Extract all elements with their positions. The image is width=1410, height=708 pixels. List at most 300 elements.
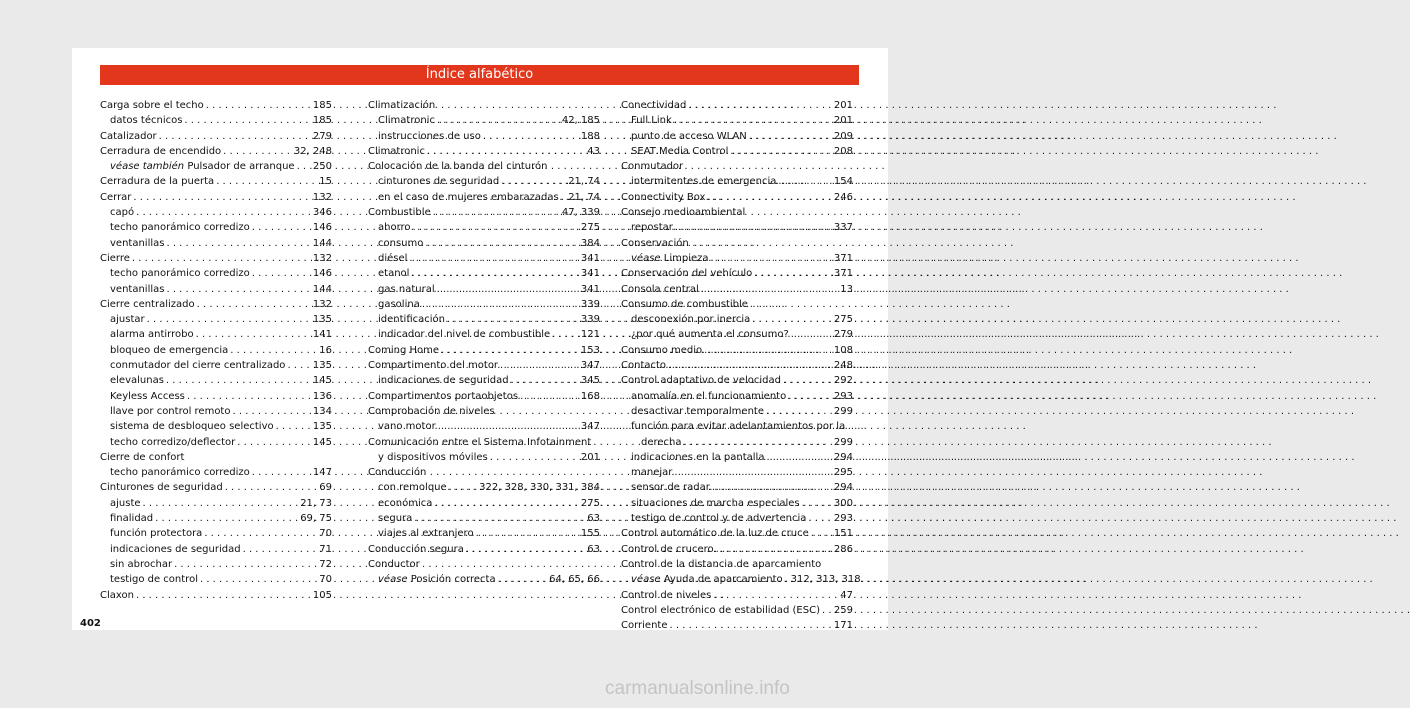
index-entry [621, 358, 853, 373]
index-entry [621, 251, 853, 266]
index-entry [368, 113, 600, 128]
dot-leader [447, 312, 579, 327]
dot-leader [136, 588, 311, 603]
index-term: intermitentes de emergencia [631, 176, 777, 188]
index-term: indicaciones de seguridad [378, 375, 509, 387]
index-entry [100, 159, 332, 174]
index-entry-page: 108 [833, 344, 853, 356]
index-entry [368, 572, 600, 587]
dot-leader [783, 373, 832, 388]
dot-leader [174, 557, 317, 572]
index-entry-page: 132 [312, 252, 332, 264]
index-entry-label [368, 389, 518, 404]
index-entry [621, 603, 853, 618]
index-term: Cerradura de encendido [100, 145, 222, 157]
index-term: SEAT Media Control [631, 145, 729, 157]
index-entry [368, 220, 600, 235]
index-term: ventanillas [110, 237, 165, 249]
index-term: Cierre centralizado [100, 298, 195, 310]
index-entry-label [368, 358, 498, 373]
index-entry-label [631, 511, 806, 526]
index-entry-label [110, 205, 134, 220]
dot-leader [822, 603, 832, 618]
index-entry-label [110, 327, 194, 342]
index-entry-label [378, 251, 407, 266]
dot-leader [520, 389, 579, 404]
index-entry-label [110, 542, 241, 557]
dot-leader [476, 526, 579, 541]
index-term: Control automático de la luz de cruce [621, 528, 809, 540]
index-entry-page: 47, 339 [561, 207, 600, 219]
dot-leader [670, 618, 832, 633]
dot-leader [441, 343, 579, 358]
index-entry-label [100, 129, 157, 144]
index-term: desactivar temporalmente [631, 405, 764, 417]
index-term: punto de acceso WLAN [631, 130, 747, 142]
index-entry [621, 572, 861, 587]
index-entry-label [110, 343, 228, 358]
index-entry [368, 496, 600, 511]
index-entry [368, 358, 600, 373]
index-entry-label [378, 526, 474, 541]
index-term: con remolque [378, 482, 447, 494]
index-entry [368, 251, 600, 266]
index-entry-page: 299 [833, 436, 853, 448]
index-entry-label [110, 159, 295, 174]
index-entry-page: 248 [833, 360, 853, 372]
index-entry-label [621, 542, 714, 557]
index-entry [100, 343, 332, 358]
dot-leader [414, 511, 585, 526]
index-entry [100, 174, 332, 189]
index-entry-page: 15 [319, 176, 332, 188]
index-entry [368, 312, 600, 327]
index-entry-label [378, 129, 481, 144]
index-entry-label [100, 251, 130, 266]
index-term: Consola central [621, 283, 699, 295]
dot-leader [711, 251, 832, 266]
dot-leader [501, 174, 566, 189]
index-entry-page: 69, 75 [300, 513, 332, 525]
index-term: función protectora [110, 528, 203, 540]
index-entry [368, 282, 600, 297]
index-entry-page: 208 [833, 145, 853, 157]
index-term: gas natural [378, 283, 435, 295]
dot-leader [552, 327, 579, 342]
dot-leader [200, 572, 317, 587]
index-entry [100, 98, 332, 113]
index-entry-label [641, 435, 682, 450]
index-entry-page: 347 [580, 360, 600, 372]
dot-leader [668, 358, 832, 373]
dot-leader [437, 113, 560, 128]
index-entry-page: 63 [587, 513, 600, 525]
index-entry-label [378, 572, 496, 587]
index-term: Coming Home [368, 344, 440, 356]
index-entry [621, 312, 853, 327]
index-term: Contacto [621, 360, 667, 372]
index-term: manejar [631, 467, 673, 479]
index-term: ahorro [378, 222, 411, 234]
index-entry [100, 419, 332, 434]
index-term: llave por control remoto [110, 405, 231, 417]
index-entry-label [631, 404, 764, 419]
dot-leader [411, 266, 578, 281]
index-term: Conservación del vehículo [621, 268, 753, 280]
index-heading: función para evitar adelantamientos por la [631, 421, 846, 433]
index-entry-page: 339 [580, 314, 600, 326]
index-entry-page: 294 [833, 482, 853, 494]
index-entry [621, 542, 853, 557]
index-entry-page: 188 [580, 130, 600, 142]
index-term: Climatronic [378, 115, 435, 127]
index-entry-label [621, 343, 702, 358]
index-entry-label [631, 312, 750, 327]
index-entry [100, 282, 332, 297]
index-entry [100, 113, 332, 128]
dot-leader [166, 282, 310, 297]
index-entry-label [631, 465, 672, 480]
index-entry [621, 450, 853, 465]
index-entry-label [110, 358, 285, 373]
index-entry [621, 190, 853, 205]
index-entry [368, 389, 600, 404]
index-term: y dispositivos móviles [378, 451, 488, 463]
index-entry-label [378, 190, 559, 205]
index-column-3 [621, 98, 861, 633]
index-entry-page: 16 [319, 344, 332, 356]
index-entry-label [621, 603, 820, 618]
index-entry [368, 327, 600, 342]
index-entry-label [378, 113, 435, 128]
dot-leader [155, 511, 298, 526]
index-entry-label [110, 266, 250, 281]
index-heading: Comunicación entre el Sistema Infotainment [368, 436, 592, 448]
index-entry [368, 480, 600, 495]
index-entry-label [100, 297, 195, 312]
dot-leader [778, 174, 831, 189]
index-entry-page: 32, 248 [293, 145, 332, 157]
index-term: elevalunas [110, 375, 164, 387]
index-term: capó [110, 207, 135, 219]
dot-leader [712, 480, 832, 495]
index-entry [100, 404, 332, 419]
index-entry-label [621, 618, 668, 633]
dot-leader [684, 435, 832, 450]
index-entry [100, 511, 332, 526]
index-entry [100, 526, 332, 541]
index-term: finalidad [110, 513, 154, 525]
index-entry-label [621, 373, 781, 388]
index-entry-page: 275 [580, 222, 600, 234]
index-entry [621, 327, 853, 342]
index-term: ventanillas [110, 283, 165, 295]
index-entry-page: 300 [833, 497, 853, 509]
index-entry-label [100, 98, 204, 113]
index-entry-label [110, 496, 141, 511]
index-term: vano motor [378, 421, 436, 433]
index-term: Control de crucero [621, 543, 714, 555]
index-heading: Climatización [368, 100, 436, 111]
dot-leader [204, 526, 317, 541]
index-entry-page: 345 [580, 375, 600, 387]
index-entry [368, 144, 600, 159]
index-entry-page: 72 [319, 558, 332, 570]
dot-leader [237, 435, 311, 450]
index-term: Carga sobre el techo [100, 100, 204, 111]
index-term: Pulsador de arranque [187, 161, 295, 173]
index-term: Control adaptativo de velocidad [621, 375, 781, 387]
dot-leader [754, 266, 832, 281]
index-entry-page: 371 [833, 268, 853, 280]
dot-leader [688, 98, 832, 113]
index-entry-page: 147 [312, 467, 332, 479]
index-term: derecha [641, 436, 682, 448]
dot-leader [449, 480, 477, 495]
index-entry-label [110, 557, 172, 572]
dot-leader [252, 465, 311, 480]
index-entry-page: 209 [833, 130, 853, 142]
index-entry-page: 136 [312, 390, 332, 402]
dot-leader [187, 389, 311, 404]
index-entry-page: 121 [580, 329, 600, 341]
dot-leader [409, 251, 578, 266]
dot-leader [136, 205, 311, 220]
see-also-prefix: véase [631, 252, 661, 264]
index-term: Catalizador [100, 130, 157, 142]
dot-leader [143, 496, 299, 511]
index-entry [621, 435, 853, 450]
index-entry [368, 129, 600, 144]
index-term: Ayuda de aparcamiento [663, 574, 783, 586]
index-entry-page: 185 [312, 115, 332, 127]
index-column-1 [100, 98, 332, 603]
index-entry [368, 174, 600, 189]
index-entry [100, 266, 332, 281]
index-entry-label [631, 251, 709, 266]
index-term: techo panorámico corredizo [110, 467, 250, 479]
index-entry [100, 542, 332, 557]
index-entry-label [378, 266, 409, 281]
index-entry-page: 153 [580, 344, 600, 356]
dot-leader [437, 282, 579, 297]
dot-leader [413, 220, 579, 235]
index-entry-page: 21, 73 [300, 497, 332, 509]
index-entry [100, 297, 332, 312]
index-entry [368, 511, 600, 526]
index-entry [100, 588, 332, 603]
index-entry-label [378, 236, 423, 251]
index-entry-page: 13 [840, 283, 853, 295]
index-heading: Control de la distancia de aparcamiento [621, 558, 822, 570]
index-entry [100, 572, 332, 587]
index-entry-page: 105 [312, 589, 332, 601]
dot-leader [438, 419, 579, 434]
index-heading: Conductor [368, 558, 420, 570]
index-term: Cierre [100, 252, 130, 264]
dot-leader [132, 251, 311, 266]
index-entry-page: 384 [580, 237, 600, 249]
index-entry-page: 141 [312, 329, 332, 341]
dot-leader [749, 129, 832, 144]
index-entry-page: 70 [319, 528, 332, 540]
index-entry-page: 259 [833, 604, 853, 616]
index-entry-label [631, 450, 764, 465]
index-entry [100, 205, 332, 220]
index-entry [621, 343, 853, 358]
index-entry-page: 144 [312, 283, 332, 295]
index-term: Claxon [100, 589, 134, 601]
index-entry-label [631, 389, 786, 404]
dot-leader [483, 129, 579, 144]
index-entry-label [378, 297, 420, 312]
index-entry-page: 21, 74 [568, 191, 600, 203]
dot-leader [197, 297, 311, 312]
index-entry-label [368, 205, 431, 220]
index-entry-page: 279 [312, 130, 332, 142]
index-entry-page: 168 [580, 390, 600, 402]
dot-leader [808, 511, 832, 526]
dot-leader [704, 343, 832, 358]
index-entry-label [621, 266, 752, 281]
index-entry-page: 250 [312, 161, 332, 173]
index-entry-page: 279 [833, 329, 853, 341]
index-entry [100, 389, 332, 404]
index-term: ¿por qué aumenta el consumo? [631, 329, 789, 341]
index-entry-page: 275 [833, 314, 853, 326]
index-entry-label [110, 236, 164, 251]
dot-leader [730, 144, 832, 159]
index-entry-page: 43 [587, 145, 600, 157]
dot-leader [166, 236, 310, 251]
index-term: Climatronic [368, 145, 425, 157]
index-term: etanol [378, 268, 410, 280]
dot-leader [133, 190, 310, 205]
dot-leader [766, 404, 832, 419]
dot-leader [287, 358, 310, 373]
index-heading: Comprobación de niveles [368, 405, 495, 417]
watermark: carmanualsonline.info [605, 678, 790, 699]
index-entry-label [631, 480, 710, 495]
dot-leader [297, 159, 311, 174]
index-entry-page: 135 [312, 421, 332, 433]
index-entry [621, 266, 853, 281]
dot-leader [230, 343, 317, 358]
index-term: cinturones de seguridad [378, 176, 500, 188]
index-entry [100, 480, 332, 495]
index-heading: Consejo medioambiental [621, 207, 746, 219]
index-entry [621, 113, 853, 128]
index-entry [368, 297, 600, 312]
index-entry-page: 341 [580, 268, 600, 280]
index-term: datos técnicos [110, 115, 183, 127]
index-heading: Conservación [621, 237, 689, 249]
index-entry-label [621, 526, 809, 541]
index-entry [621, 129, 853, 144]
index-term: instrucciones de uso [378, 130, 481, 142]
index-term: Keyless Access [110, 390, 185, 402]
index-entry [621, 480, 853, 495]
index-entry-page: 154 [833, 176, 853, 188]
dot-leader [466, 542, 585, 557]
index-term: Cinturones de seguridad [100, 482, 223, 494]
dot-leader [166, 373, 311, 388]
index-entry-label [378, 511, 412, 526]
index-entry-page: 293 [833, 513, 853, 525]
index-entry-page: 134 [312, 405, 332, 417]
index-entry-label [378, 282, 435, 297]
index-entry-page: 201 [580, 451, 600, 463]
index-entry-page: 275 [580, 497, 600, 509]
dot-leader [184, 113, 310, 128]
index-entry-label [110, 511, 153, 526]
index-entry-page: 42, 185 [561, 115, 600, 127]
index-entry-label [100, 174, 214, 189]
index-entry [621, 174, 853, 189]
index-entry-label [631, 129, 747, 144]
dot-leader [675, 220, 832, 235]
index-entry-label [631, 327, 789, 342]
index-entry-page: 341 [580, 252, 600, 264]
dot-leader [232, 404, 310, 419]
index-entry-label [631, 220, 673, 235]
dot-leader [766, 450, 831, 465]
index-entry [100, 190, 332, 205]
index-entry-label [621, 588, 711, 603]
index-term: Limpieza [663, 252, 709, 264]
index-entry-label [110, 526, 202, 541]
index-entry-page: 292 [833, 375, 853, 387]
index-entry [621, 98, 853, 113]
index-entry-label [100, 190, 131, 205]
dot-leader [427, 144, 585, 159]
index-entry-label [110, 312, 145, 327]
index-entry [100, 251, 332, 266]
index-entry [100, 129, 332, 144]
dot-leader [276, 419, 311, 434]
index-term: indicaciones en la pantalla [631, 451, 765, 463]
index-entry-label [368, 144, 425, 159]
index-term: indicaciones de seguridad [110, 543, 241, 555]
index-entry-page: 337 [833, 222, 853, 234]
dot-leader [147, 312, 311, 327]
index-term: testigo de control y de advertencia [631, 513, 807, 525]
index-term: Full Link [631, 115, 672, 127]
index-entry-label [378, 327, 550, 342]
index-entry-page: 339 [580, 298, 600, 310]
index-entry-label [110, 572, 198, 587]
index-entry-page: 294 [833, 451, 853, 463]
index-term: techo panorámico corredizo [110, 222, 250, 234]
index-term: repostar [631, 222, 673, 234]
index-entry-page: 135 [312, 360, 332, 372]
index-entry [100, 557, 332, 572]
index-term: consumo [378, 237, 424, 249]
see-also-prefix: véase [378, 574, 408, 586]
index-entry [100, 435, 332, 450]
index-heading: Conducción [368, 467, 427, 479]
index-entry [100, 236, 332, 251]
index-entry-page: 132 [312, 298, 332, 310]
index-entry-label [378, 373, 509, 388]
index-term: sin abrochar [110, 558, 173, 570]
index-entry-page: 145 [312, 375, 332, 387]
index-term: Control de niveles [621, 589, 712, 601]
index-entry-page: 341 [580, 283, 600, 295]
dot-leader [206, 98, 311, 113]
index-entry-label [100, 144, 221, 159]
dot-leader [713, 588, 838, 603]
